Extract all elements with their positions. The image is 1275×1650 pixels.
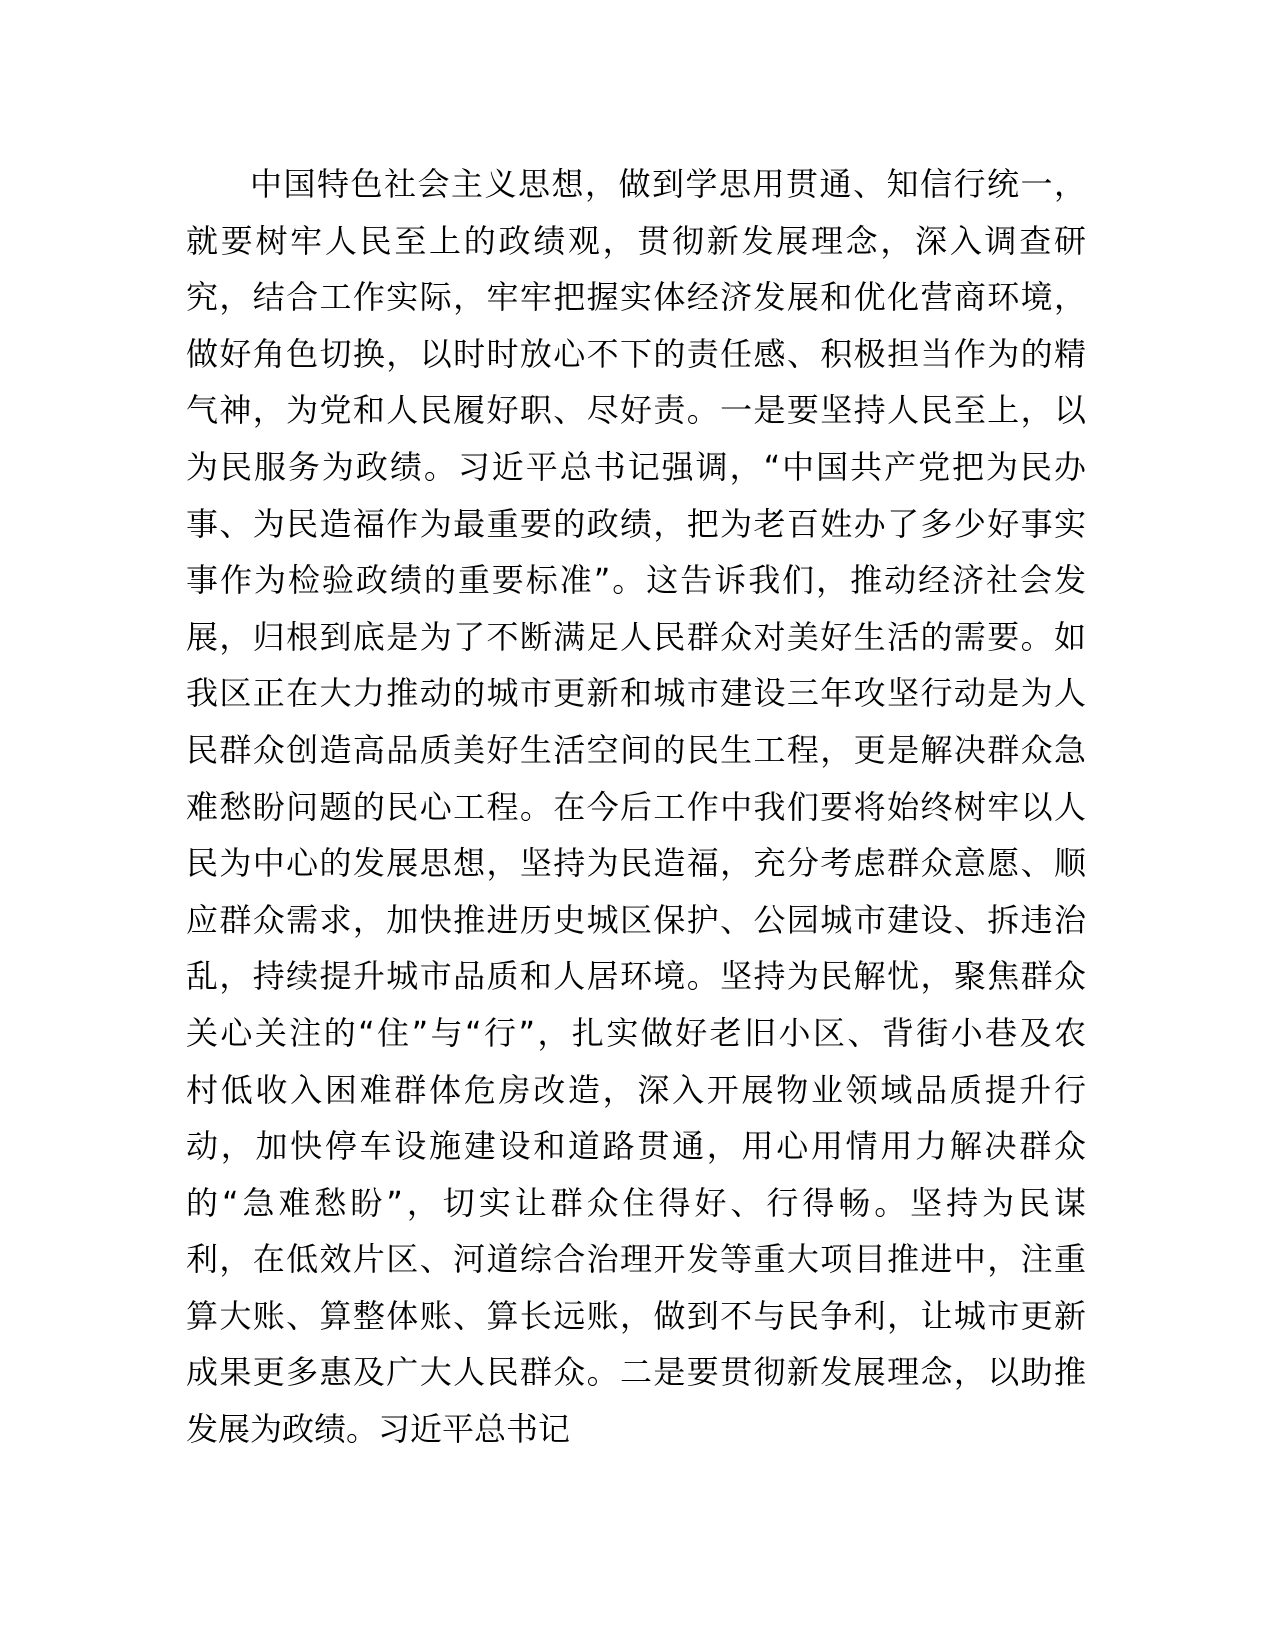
paragraph-line: 就要树牢人民至上的政绩观，贯彻新发展理念，深入调查研 (186, 221, 1086, 260)
paragraph-line: 事、为民造福作为最重要的政绩，把为老百姓办了多少好事实 (186, 504, 1086, 543)
paragraph-line: 发展为政绩。习近平总书记 (186, 1410, 571, 1449)
paragraph-line: 利，在低效片区、河道综合治理开发等重大项目推进中，注重 (186, 1240, 1086, 1279)
paragraph-line: 为民服务为政绩。习近平总书记强调，“中国共产党把为民办 (186, 447, 1086, 486)
paragraph-line: 的“急难愁盼”，切实让群众住得好、行得畅。坚持为民谋 (186, 1183, 1086, 1222)
paragraph-line: 气神，为党和人民履好职、尽好责。一是要坚持人民至上，以 (186, 391, 1086, 430)
paragraph-line: 究，结合工作实际，牢牢把握实体经济发展和优化营商环境， (186, 278, 1086, 317)
paragraph-line: 成果更多惠及广大人民群众。二是要贯彻新发展理念，以助推 (186, 1353, 1086, 1392)
paragraph-line: 中国特色社会主义思想，做到学思用贯通、知信行统一， (250, 165, 1086, 203)
paragraph-line: 动，加快停车设施建设和道路贯通，用心用情用力解决群众 (186, 1127, 1086, 1166)
paragraph-line: 应群众需求，加快推进历史城区保护、公园城市建设、拆违治 (186, 900, 1086, 939)
paragraph-line: 展，归根到底是为了不断满足人民群众对美好生活的需要。如 (186, 617, 1086, 656)
body-paragraph (186, 156, 1086, 1458)
paragraph-line: 关心关注的“住”与“行”，扎实做好老旧小区、背街小巷及农 (186, 1013, 1086, 1052)
paragraph-line: 做好角色切换，以时时放心不下的责任感、积极担当作为的精 (186, 334, 1086, 373)
paragraph-line: 事作为检验政绩的重要标准”。这告诉我们，推动经济社会发 (186, 561, 1086, 600)
paragraph-line: 民群众创造高品质美好生活空间的民生工程，更是解决群众急 (186, 730, 1086, 769)
paragraph-line: 村低收入困难群体危房改造，深入开展物业领域品质提升行 (186, 1070, 1086, 1109)
paragraph-line: 民为中心的发展思想，坚持为民造福，充分考虑群众意愿、顺 (186, 844, 1086, 883)
paragraph-line: 难愁盼问题的民心工程。在今后工作中我们要将始终树牢以人 (186, 787, 1086, 826)
paragraph-line: 算大账、算整体账、算长远账，做到不与民争利，让城市更新 (186, 1296, 1086, 1335)
paragraph-line: 乱，持续提升城市品质和人居环境。坚持为民解忧，聚焦群众 (186, 957, 1086, 996)
paragraph-line: 我区正在大力推动的城市更新和城市建设三年攻坚行动是为人 (186, 674, 1086, 713)
